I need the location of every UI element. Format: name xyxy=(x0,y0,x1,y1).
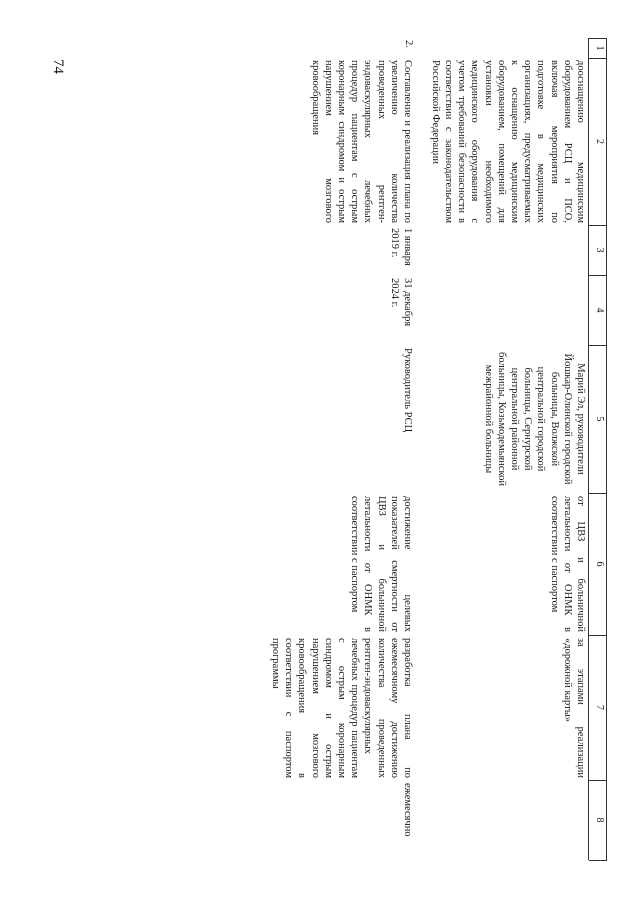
table-top-border xyxy=(606,38,607,860)
col-number: 5 xyxy=(594,416,605,422)
row2-number: 2. xyxy=(403,40,414,48)
page-number: 74 xyxy=(50,59,66,74)
col-number: 7 xyxy=(594,705,605,710)
col-divider xyxy=(589,860,607,861)
row2-end: 31 декабря 2024 г. xyxy=(388,278,413,327)
row2-result: достижение целевых показателей смертности от ЦВЗ и больничной летальности от ОНМК в соответствии с паспортом xyxy=(349,496,413,632)
row2-responsible: Руководитель РСЦ xyxy=(402,348,413,433)
col-number: 3 xyxy=(594,247,605,253)
row1-measure: дооснащению медицинским оборудованием РСЦ и ПСО, включая мероприятия по подготовке в медицинских организациях, предусматриваемых к оснащению медицинским оборудованием, помещений для установки необходимого медицинского оборудования с учетом требований безопасности в соответствии с законодательством Российской Федерации xyxy=(429,60,586,223)
col-number: 6 xyxy=(594,561,605,567)
col-number: 1 xyxy=(594,45,605,51)
row1-result: от ЦВЗ и больничной летальности от ОНМК в соответствии с паспортом xyxy=(548,496,586,632)
row2-note: ежемесячно xyxy=(402,783,413,837)
col-number: 2 xyxy=(594,139,605,144)
row2-start: 1 января 2019 г. xyxy=(388,228,413,266)
row2-control: разработка плана по ежемесячному достижению количества проведенных рентген-эндоваскулярных лечебных процедур пациентам с острым коронарным синдромом и острым нарушением мозгового кровообращения в соответствии с паспортом программы xyxy=(269,638,413,778)
row2-measure: Составление и реализация плана по увеличению количества проведенных рентген-эндоваскулярных лечебных процедур пациентам с острым коронарным синдромом и острым нарушением мозгового кровообращения xyxy=(309,60,413,223)
header-bottom-border xyxy=(588,38,589,860)
col-number: 8 xyxy=(594,817,605,823)
row1-responsible: Марий Эл, руководители Йошкар-Олинской городской больницы, Волжской центральной городской больницы, Сернурской центральной районной больницы, Козьмодемьянской межрайонной больницы xyxy=(482,352,586,486)
col-number: 4 xyxy=(594,307,605,313)
row1-control: за этапами реализации «дорожной карты» xyxy=(561,638,586,778)
